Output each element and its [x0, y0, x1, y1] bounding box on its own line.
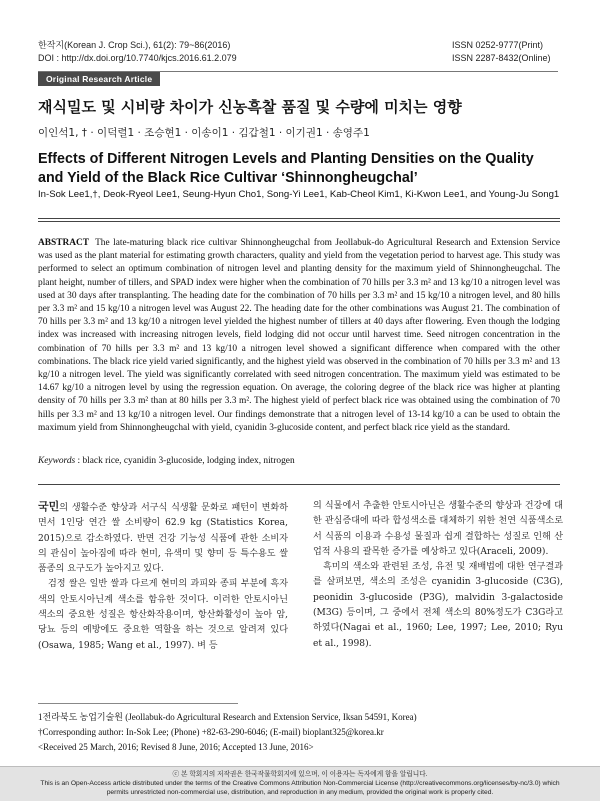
footnotes	[38, 710, 560, 755]
title-divider	[38, 218, 560, 219]
abstract-text: The late-maturing black rice cultivar Shinnongheugchal from Jeollabuk-do Agricultural Research and Extension Service was used as the plant material for estimating growth characters, quality and yield from the vegetation period to harvest age. This study was performed to select an optimum combination of nitrogen level and planting density for the maximum yield of Shinnongheugchal. The plant height, number of tillers, and SPAD index were higher when the combination of 70 hills per 3.3 m² and 13 kg/10 a nitrogen level was used at 30 days after transplanting. The heading date for the combination of 70 hills per 3.3 m² and 15 kg/10 a nitrogen level, and 80 hills per 3.3 m² and 15 kg/10 a nitrogen level was August 22. The heading date for the other combinations was August 21. The combination of 70 hills per 3.3 m² and 13 kg/10 a nitrogen level yielded the highest number of tillers at 40 days after flowering. Even though the lodging index was increased with increasing nitrogen levels, field lodging did not occur until harvest time. Seed nitrogen concentration in the combination of 70 hills per 3.3 m² and 13 kg/10 a nitrogen level showed a significant difference when compared with the other combinations. The black rice yield varied significantly, and the highest yield was observed in the combination of 70 hills per 3.3 m² and 13 kg/10 a nitrogen level. The yield was significantly correlated with seed nitrogen concentration. The maximum yield was estimated to be 14.67 kg/10 a nitrogen level by using the regression equation. On average, the coloring degree of the black rice was higher at planting density of 70 hills per 3.3 m² than at 80 hills per 3.3 m². The highest yield of perfect black rice was obtained using the combination of 70 hills per 3.3 m² and 13 kg/10 a nitrogen level. Our findings demonstrate that a nitrogen level of 13-14 kg/10 a can be used to obtain the maximum yield from Shinnongheugchal with yield, cyanidin 3-glucoside content, and perfect black rice yield as the standard.	[38, 238, 560, 433]
english-title: Effects of Different Nitrogen Levels and Planting Densities on the Quality and Yield of the Black Rice Cultivar ‘Shinnongheugchal’	[38, 151, 534, 186]
license-line: This is an Open-Access article distributed under the terms of the Creative Commons Attribution Non-Commercial License (http://creativecommons.org/licenses/by-nc/3.0) which	[40, 780, 560, 787]
issn-online: ISSN 2287-8432(Online)	[452, 53, 551, 63]
journal-citation: 한작지(Korean J. Crop Sci.), 61(2): 79~86(2016)	[38, 40, 231, 50]
keywords-text: : black rice, cyanidin 3-glucoside, lodging index, nitrogen	[77, 456, 295, 466]
body-paragraph: 흑미의 색소와 관련된 조성, 유전 및 재배법에 대한 연구결과를 살펴보면, 색소의 조성은 cyanidin 3-glucoside (C3G), peonidin 3-glucoside (P3G), malvidin 3-galactoside (M3G) 등이며, 그 중에서 전체 색소의 80%정도가 C3G라고 하였다(Nagai et al., 1960; Lee, 1997; Lee, 2010; Ryu et al., 1998).	[313, 562, 563, 649]
abstract	[38, 237, 560, 435]
english-authors: In-Sok Lee1,†, Deok-Ryeol Lee1, Seung-Hyun Cho1, Song-Yi Lee1, Kab-Cheol Kim1, Ki-Kwon Lee1, and Young-Ju Song1	[38, 189, 560, 200]
corresponding-author-footnote: †Corresponding author: In-Sok Lee; (Phone) +82-63-290-6046; (E-mail) bioplant325@korea.kr	[38, 727, 384, 737]
keywords-label: Keywords	[38, 456, 76, 466]
body-paragraph: 검정 쌀은 일반 쌀과 다르게 현미의 과피와 종피 부분에 흑자색의 안토시아닌계 색소를 함유한 것이다. 이러한 안토시아닌 색소의 중요한 성질은 항산화작용이며, 항산화활성이 높아 암, 당뇨 등의 예방에도 중요한 역할을 하는 것으로 알려져 있다(Osawa, 1985; Wang et al., 1997). 벼 등	[38, 579, 288, 651]
license-line: permits unrestricted non-commercial use, distribution, and reproduction in any medium, provided the original work is properly cited.	[106, 789, 494, 796]
korean-authors: 이인석1, † · 이덕렬1 · 조승현1 · 이송이1 · 김갑철1 · 이기권1 · 송영주1	[38, 127, 370, 139]
abstract-label: ABSTRACT	[38, 238, 90, 248]
journal-header	[38, 39, 237, 65]
received-dates: <Received 25 March, 2016; Revised 8 June, 2016; Accepted 13 June, 2016>	[38, 742, 314, 752]
issn-print: ISSN 0252-9777(Print)	[452, 40, 544, 50]
license-footer	[0, 766, 600, 801]
article-type-label: Original Research Article	[38, 72, 160, 86]
body-column-left	[38, 499, 288, 654]
abstract-divider	[38, 484, 560, 485]
affiliation-footnote: 1전라북도 농업기술원 (Jeollabuk-do Agricultural Research and Extension Service, Iksan 54591, Korea)	[38, 712, 417, 722]
issn-block	[452, 39, 562, 65]
doi-link[interactable]: DOI : http://dx.doi.org/10.7740/kjcs.2016.61.2.079	[38, 53, 237, 63]
footnote-divider	[38, 703, 238, 704]
lead-word: 국민	[38, 500, 60, 513]
korean-title: 재식밀도 및 시비량 차이가 신농흑찰 품질 및 수량에 미치는 영향	[38, 98, 462, 116]
body-column-right	[313, 499, 563, 652]
body-paragraph: 의 식물에서 추출한 안토시아닌은 생활수준의 향상과 건강에 대한 관심증대에 따라 합성색소를 대체하기 위한 천연 식품색소로서 식품의 이용과 수용성 물질과 쉽게 결합하는 성질로 인해 산업적 사용의 괄목한 증가를 예상하고 있다(Araceli, 2009).	[313, 501, 563, 557]
title-divider-secondary	[38, 221, 560, 222]
article-type-bar	[38, 71, 558, 86]
copyright-line: ⓒ 본 학회지의 저작권은 한국작물학회지에 있으며, 이 이용자는 독자에게 함을 알립니다.	[172, 771, 428, 778]
body-paragraph: 국민의 생활수준 향상과 서구식 식생활 문화로 패턴이 변화하면서 1인당 연간 쌀 소비량이 62.9 kg (Statistics Korea, 2015)으로 감소하였다. 반면 건강 기능성 식품에 관한 소비자의 관심이 높아짐에 따라 현미, 유색미 및 향미 등 특수용도 쌀 품종의 요구도가 높아지고 있다.	[38, 500, 288, 575]
keywords	[38, 456, 560, 466]
